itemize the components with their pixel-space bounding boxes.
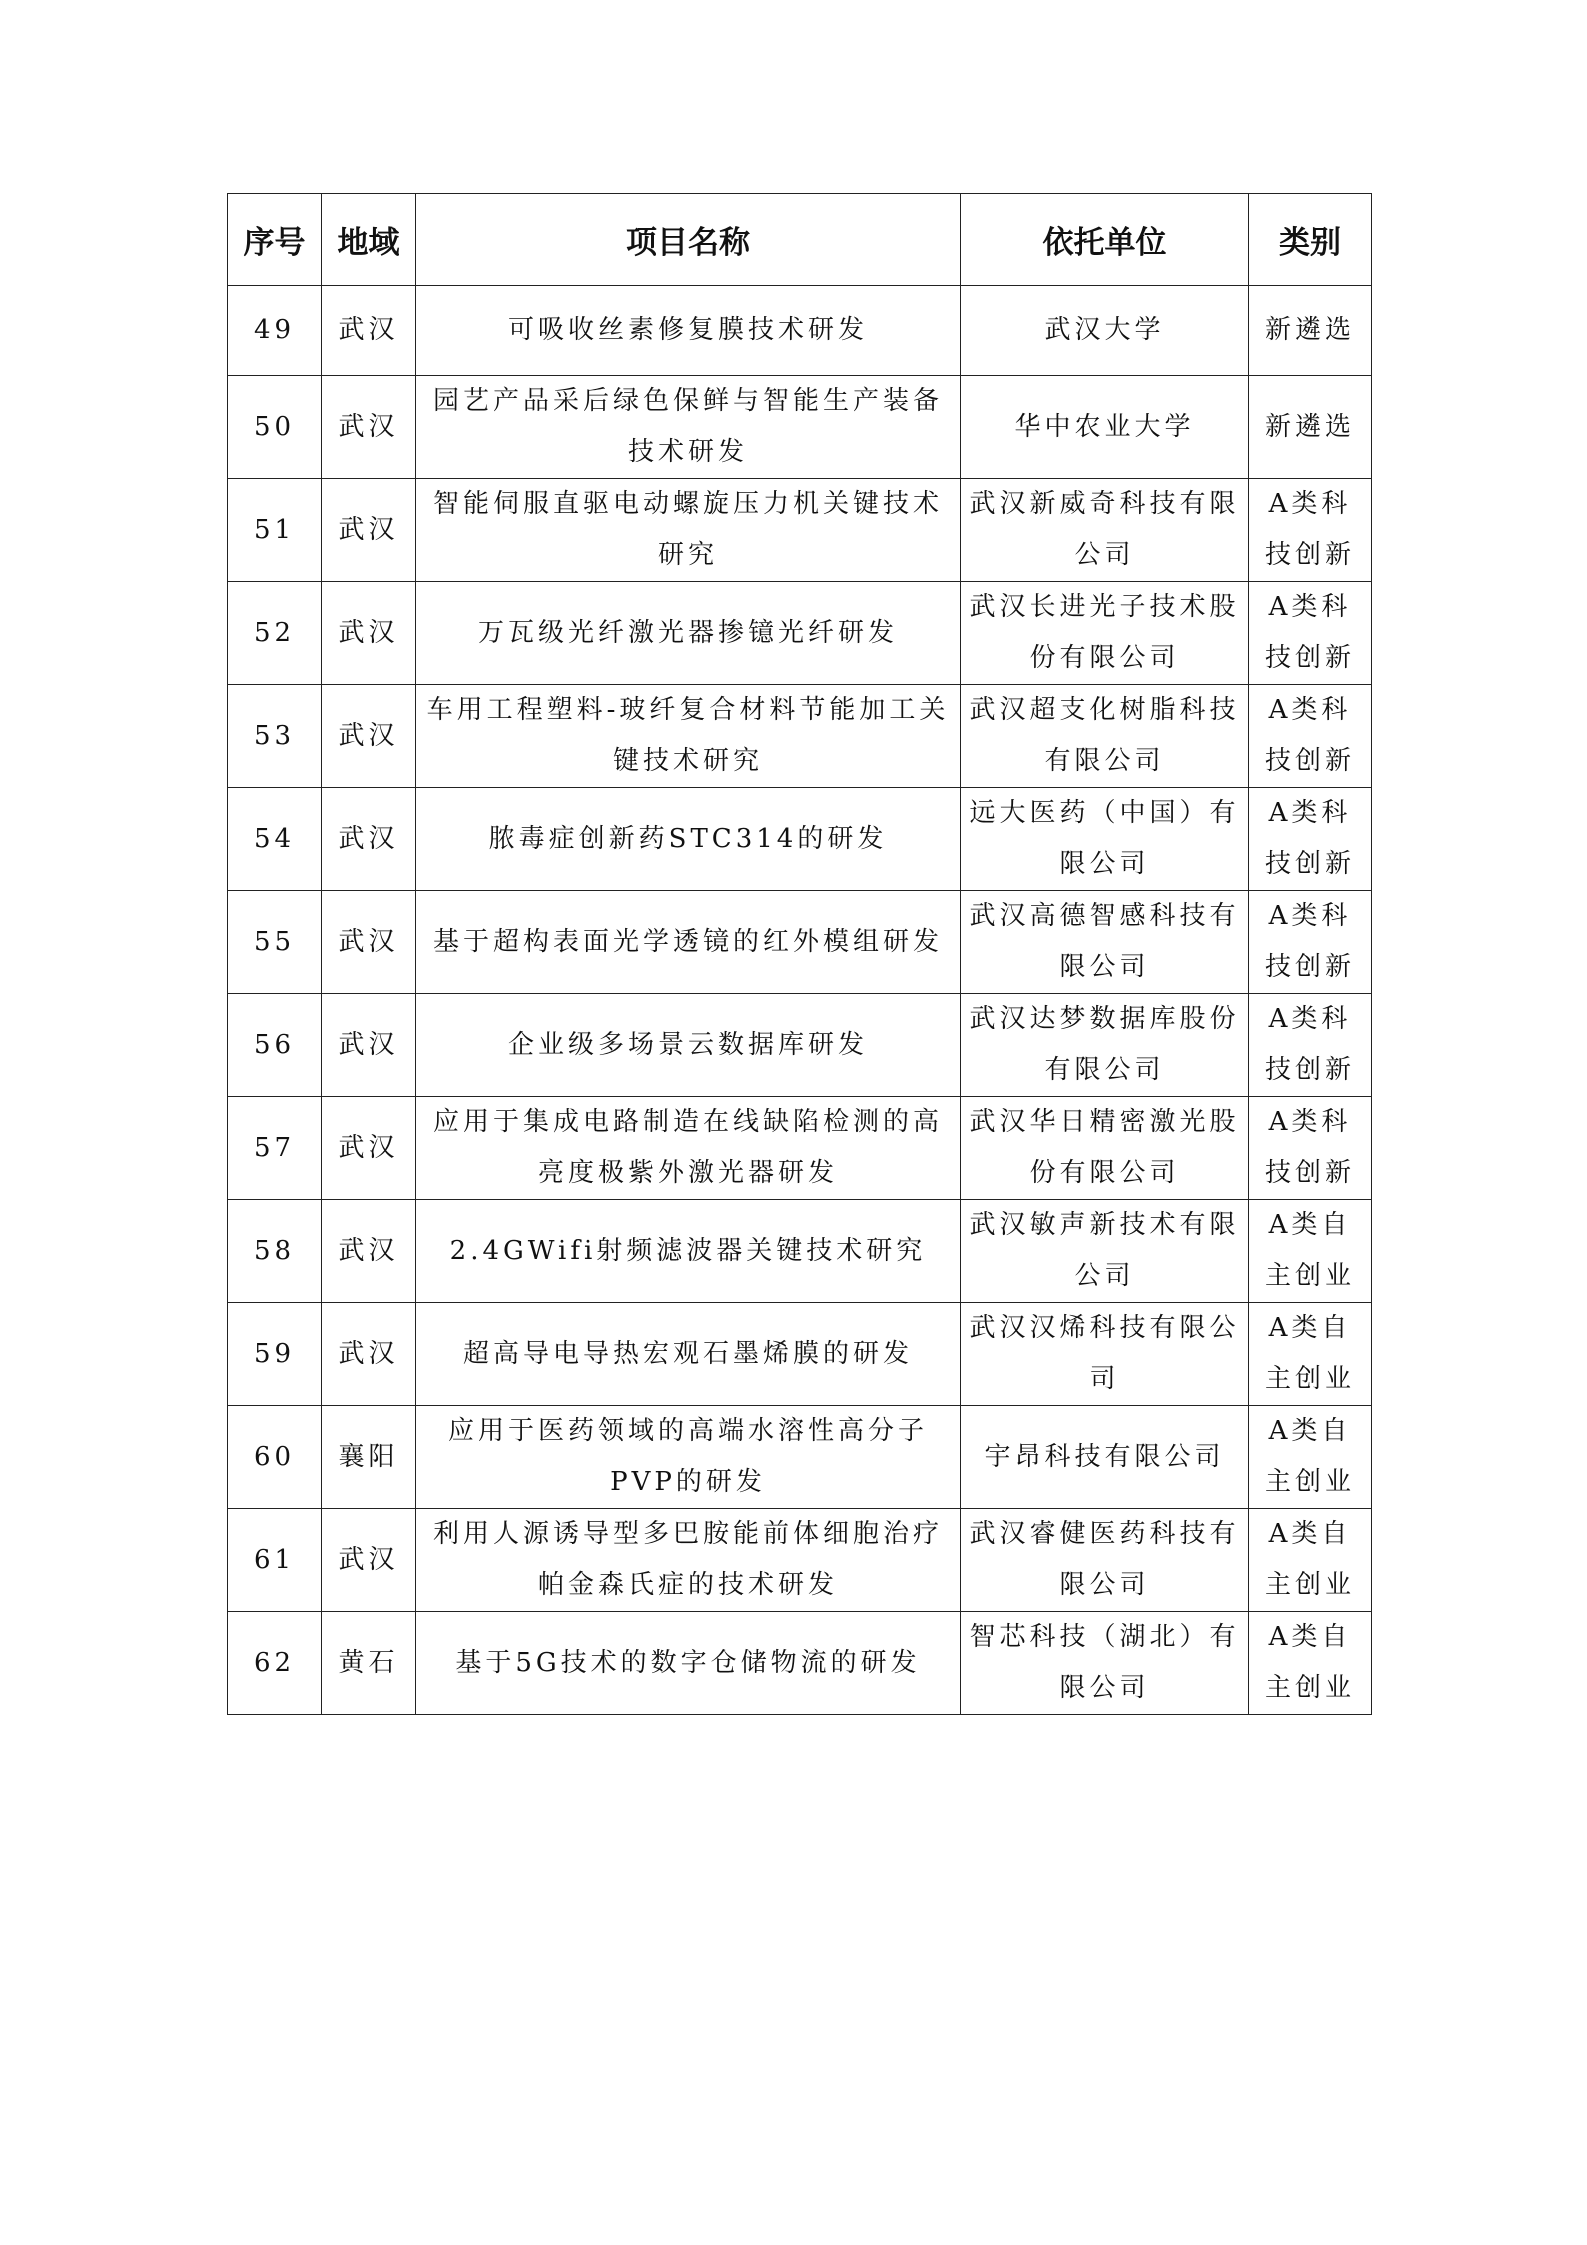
- cell-no: [228, 1200, 322, 1303]
- table-row: [228, 286, 1372, 376]
- cell-region: [322, 1303, 416, 1406]
- cell-no-text: 61: [253, 1544, 296, 1575]
- cell-region: [322, 788, 416, 891]
- cell-unit: [961, 1097, 1249, 1200]
- cell-no-text: 60: [253, 1441, 296, 1472]
- cell-region-text: 武汉: [338, 926, 399, 957]
- cell-no-text: 55: [253, 926, 296, 957]
- cell-category-text: A类自主创业: [1264, 1416, 1355, 1497]
- table-row: [228, 685, 1372, 788]
- cell-no: [228, 685, 322, 788]
- cell-category: [1249, 376, 1372, 479]
- cell-project-name: [416, 891, 961, 994]
- table-row: [228, 1097, 1372, 1200]
- cell-no: [228, 479, 322, 582]
- cell-no-text: 62: [253, 1647, 296, 1678]
- cell-region: [322, 1406, 416, 1509]
- cell-unit: [961, 1200, 1249, 1303]
- cell-project-name: [416, 582, 961, 685]
- cell-unit-text: 智芯科技（湖北）有限公司: [969, 1622, 1240, 1703]
- cell-category-text: A类自主创业: [1264, 1210, 1355, 1291]
- cell-category: [1249, 479, 1372, 582]
- cell-region: [322, 286, 416, 376]
- table-row: [228, 1200, 1372, 1303]
- cell-no: [228, 1612, 322, 1715]
- table-row: [228, 1303, 1372, 1406]
- cell-region-text: 武汉: [338, 1338, 399, 1369]
- cell-project-name-text: 应用于医药领域的高端水溶性高分子PVP的研发: [447, 1416, 928, 1497]
- cell-project-name: [416, 1509, 961, 1612]
- cell-category: [1249, 1509, 1372, 1612]
- cell-region-text: 武汉: [338, 1235, 399, 1266]
- project-table: [227, 193, 1372, 1715]
- cell-category-text: 新遴选: [1264, 315, 1355, 345]
- cell-category-text: A类科技创新: [1264, 1107, 1355, 1188]
- cell-project-name-text: 脓毒症创新药STC314的研发: [488, 823, 888, 854]
- cell-unit: [961, 994, 1249, 1097]
- table-row: [228, 891, 1372, 994]
- table-header-row: [228, 194, 1372, 286]
- cell-unit: [961, 479, 1249, 582]
- cell-project-name: [416, 788, 961, 891]
- cell-project-name-text: 2.4GWifi射频滤波器关键技术研究: [449, 1235, 927, 1266]
- header-region: 地域: [322, 194, 416, 286]
- cell-project-name-text: 应用于集成电路制造在线缺陷检测的高亮度极紫外激光器研发: [432, 1107, 943, 1188]
- cell-unit-text: 武汉敏声新技术有限公司: [969, 1210, 1240, 1291]
- cell-category-text: A类科技创新: [1264, 489, 1355, 570]
- cell-unit: [961, 1406, 1249, 1509]
- cell-no: [228, 286, 322, 376]
- cell-no-text: 51: [253, 514, 296, 545]
- cell-no: [228, 788, 322, 891]
- cell-unit-text: 武汉新威奇科技有限公司: [969, 489, 1240, 570]
- cell-unit: [961, 1612, 1249, 1715]
- cell-no-text: 58: [253, 1235, 296, 1266]
- cell-unit-text: 武汉超支化树脂科技有限公司: [969, 695, 1240, 776]
- cell-no: [228, 1509, 322, 1612]
- cell-category-text: A类科技创新: [1264, 1004, 1355, 1085]
- cell-category: [1249, 1612, 1372, 1715]
- cell-category: [1249, 891, 1372, 994]
- table-row: [228, 582, 1372, 685]
- cell-project-name-text: 基于5G技术的数字仓储物流的研发: [455, 1647, 921, 1678]
- table-body: [228, 286, 1372, 1715]
- cell-category-text: A类自主创业: [1264, 1519, 1355, 1600]
- cell-region-text: 武汉: [338, 514, 399, 545]
- cell-region: [322, 1509, 416, 1612]
- cell-project-name: [416, 1406, 961, 1509]
- header-no: 序号: [228, 194, 322, 286]
- cell-unit-text: 武汉长进光子技术股份有限公司: [969, 592, 1240, 673]
- table-row: [228, 376, 1372, 479]
- cell-no-text: 57: [253, 1132, 296, 1163]
- cell-project-name-text: 可吸收丝素修复膜技术研发: [507, 315, 868, 345]
- header-name: 项目名称: [416, 194, 961, 286]
- cell-project-name: [416, 994, 961, 1097]
- cell-region: [322, 479, 416, 582]
- cell-project-name: [416, 376, 961, 479]
- cell-region-text: 襄阳: [338, 1441, 399, 1472]
- cell-project-name-text: 万瓦级光纤激光器掺镱光纤研发: [477, 617, 898, 648]
- cell-project-name: [416, 1303, 961, 1406]
- cell-region: [322, 994, 416, 1097]
- cell-project-name: [416, 1612, 961, 1715]
- cell-project-name: [416, 1097, 961, 1200]
- cell-category: [1249, 286, 1372, 376]
- cell-no: [228, 1406, 322, 1509]
- cell-unit-text: 华中农业大学: [1014, 411, 1195, 442]
- cell-no: [228, 994, 322, 1097]
- cell-no-text: 59: [253, 1338, 296, 1369]
- cell-category: [1249, 582, 1372, 685]
- cell-project-name-text: 车用工程塑料-玻纤复合材料节能加工关键技术研究: [426, 695, 950, 776]
- table-row: [228, 788, 1372, 891]
- cell-unit: [961, 685, 1249, 788]
- cell-region: [322, 376, 416, 479]
- cell-category: [1249, 1200, 1372, 1303]
- cell-category-text: A类科技创新: [1264, 798, 1355, 879]
- cell-unit: [961, 286, 1249, 376]
- cell-project-name: [416, 1200, 961, 1303]
- cell-project-name-text: 智能伺服直驱电动螺旋压力机关键技术研究: [432, 489, 943, 570]
- cell-unit: [961, 1509, 1249, 1612]
- cell-project-name: [416, 479, 961, 582]
- cell-no: [228, 376, 322, 479]
- table-row: [228, 479, 1372, 582]
- cell-unit: [961, 891, 1249, 994]
- cell-category: [1249, 1097, 1372, 1200]
- cell-category-text: A类自主创业: [1264, 1313, 1355, 1394]
- header-unit: 依托单位: [961, 194, 1249, 286]
- cell-unit-text: 宇昂科技有限公司: [984, 1441, 1225, 1472]
- cell-category-text: A类自主创业: [1264, 1622, 1355, 1703]
- cell-category-text: A类科技创新: [1264, 695, 1355, 776]
- cell-project-name-text: 基于超构表面光学透镜的红外模组研发: [432, 926, 943, 957]
- cell-project-name-text: 园艺产品采后绿色保鲜与智能生产装备技术研发: [432, 386, 943, 467]
- cell-no: [228, 582, 322, 685]
- cell-region-text: 武汉: [338, 1544, 399, 1575]
- cell-unit-text: 武汉大学: [1044, 315, 1165, 345]
- cell-no-text: 52: [253, 617, 296, 648]
- cell-category-text: A类科技创新: [1264, 901, 1355, 982]
- cell-category-text: A类科技创新: [1264, 592, 1355, 673]
- cell-no: [228, 1097, 322, 1200]
- cell-category: [1249, 1406, 1372, 1509]
- cell-unit: [961, 582, 1249, 685]
- cell-no-text: 50: [253, 411, 296, 442]
- header-category: 类别: [1249, 194, 1372, 286]
- cell-region: [322, 1097, 416, 1200]
- cell-region-text: 武汉: [338, 617, 399, 648]
- cell-unit-text: 武汉达梦数据库股份有限公司: [969, 1004, 1240, 1085]
- cell-unit-text: 武汉华日精密激光股份有限公司: [969, 1107, 1240, 1188]
- cell-region-text: 武汉: [338, 315, 399, 345]
- cell-no: [228, 1303, 322, 1406]
- cell-project-name-text: 超高导电导热宏观石墨烯膜的研发: [462, 1338, 913, 1369]
- cell-category: [1249, 1303, 1372, 1406]
- table-row: [228, 1612, 1372, 1715]
- cell-unit: [961, 376, 1249, 479]
- cell-region: [322, 685, 416, 788]
- cell-no-text: 54: [253, 823, 296, 854]
- table-row: [228, 994, 1372, 1097]
- cell-category-text: 新遴选: [1264, 411, 1355, 442]
- cell-unit-text: 远大医药（中国）有限公司: [969, 798, 1240, 879]
- table-row: [228, 1406, 1372, 1509]
- cell-region-text: 黄石: [338, 1647, 399, 1678]
- cell-unit-text: 武汉高德智感科技有限公司: [969, 901, 1240, 982]
- cell-region-text: 武汉: [338, 1029, 399, 1060]
- cell-unit: [961, 1303, 1249, 1406]
- cell-category: [1249, 994, 1372, 1097]
- cell-region: [322, 1612, 416, 1715]
- cell-region: [322, 582, 416, 685]
- cell-project-name-text: 企业级多场景云数据库研发: [507, 1029, 868, 1060]
- cell-no: [228, 891, 322, 994]
- cell-no-text: 49: [253, 315, 296, 345]
- cell-project-name-text: 利用人源诱导型多巴胺能前体细胞治疗帕金森氏症的技术研发: [432, 1519, 943, 1600]
- cell-project-name: [416, 685, 961, 788]
- cell-region-text: 武汉: [338, 1132, 399, 1163]
- cell-unit-text: 武汉睿健医药科技有限公司: [969, 1519, 1240, 1600]
- cell-project-name: [416, 286, 961, 376]
- cell-no-text: 53: [253, 720, 296, 751]
- cell-region-text: 武汉: [338, 720, 399, 751]
- table-row: [228, 1509, 1372, 1612]
- cell-region: [322, 1200, 416, 1303]
- cell-region: [322, 891, 416, 994]
- cell-region-text: 武汉: [338, 823, 399, 854]
- cell-unit-text: 武汉汉烯科技有限公司: [969, 1313, 1240, 1394]
- cell-region-text: 武汉: [338, 411, 399, 442]
- cell-no-text: 56: [253, 1029, 296, 1060]
- cell-category: [1249, 788, 1372, 891]
- cell-category: [1249, 685, 1372, 788]
- cell-unit: [961, 788, 1249, 891]
